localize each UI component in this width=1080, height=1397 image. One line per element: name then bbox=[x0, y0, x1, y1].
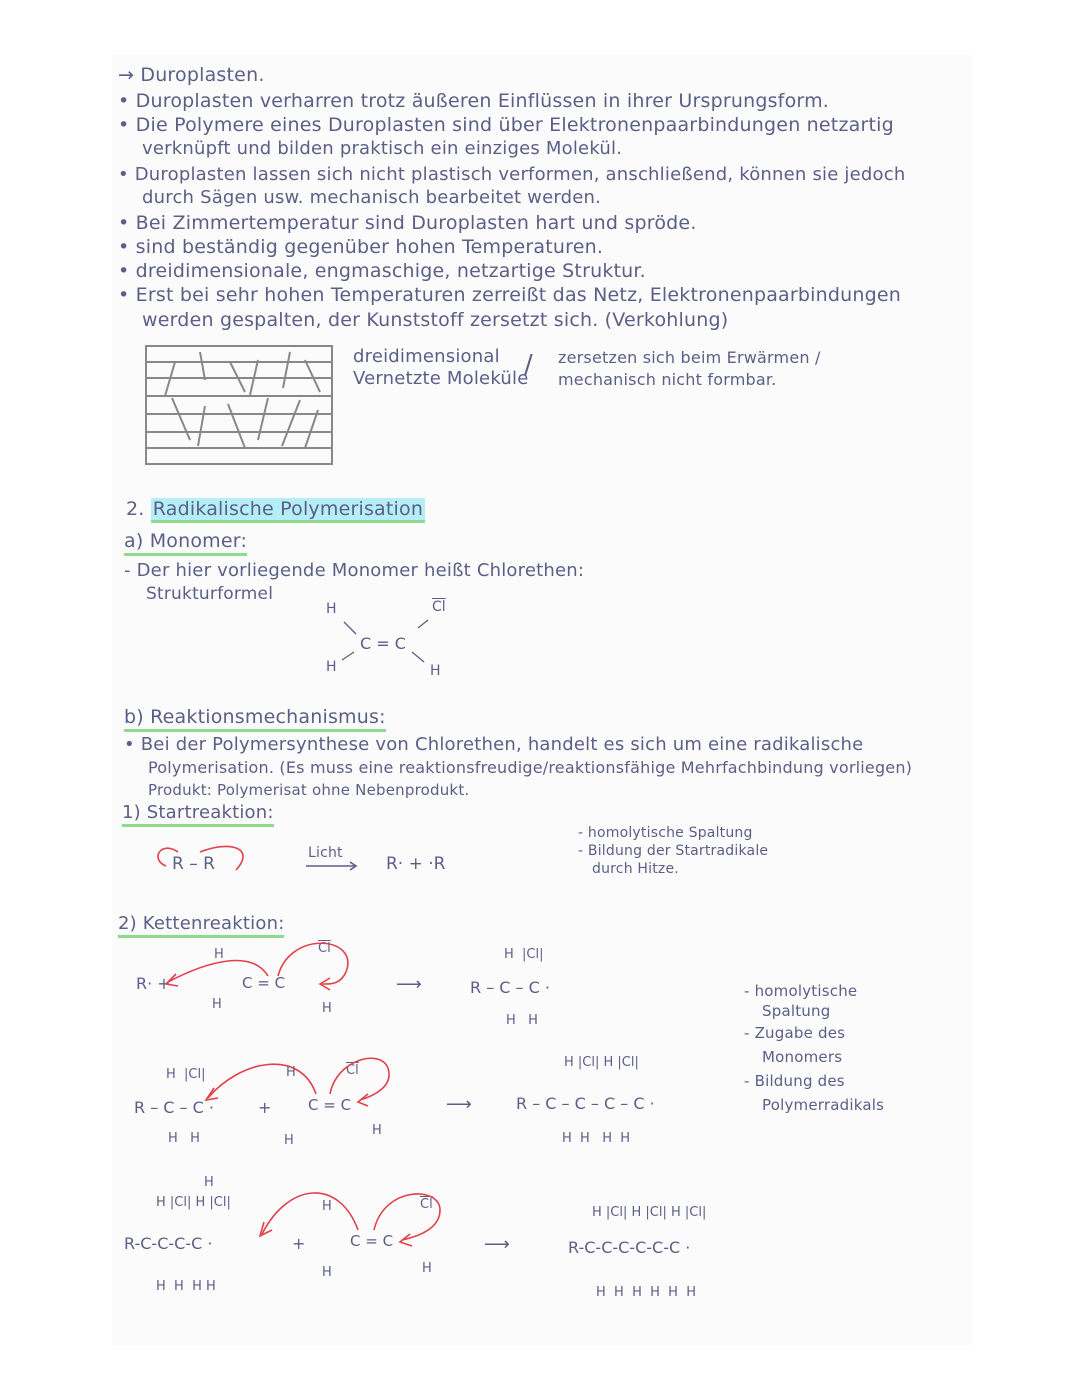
bullet-7: • Erst bei sehr hohen Temperaturen zerreißt das Netz, Elektronenpaarbindungen bbox=[118, 284, 902, 306]
bullet-4: • Bei Zimmertemperatur sind Duroplasten hart und spröde. bbox=[118, 212, 697, 234]
atom-H: H bbox=[286, 1065, 296, 1080]
mechanism-line-1: • Bei der Polymersynthese von Chlorethen, handelt es sich um eine radikalische bbox=[124, 734, 864, 755]
reactant-3-extra-H: H bbox=[204, 1175, 214, 1190]
atom-H: H bbox=[284, 1133, 294, 1148]
product-1-chain: R – C – C · bbox=[470, 978, 550, 997]
monomer-label bbox=[124, 532, 247, 551]
mechanism-label bbox=[124, 708, 386, 727]
startreaktion-label bbox=[122, 804, 274, 822]
reaction-arrow: ⟶ bbox=[484, 1234, 510, 1255]
bullet-text: dreidimensionale, engmaschige, netzartige Struktur. bbox=[135, 260, 646, 282]
ketten-note-3: - Zugabe des bbox=[744, 1024, 846, 1042]
start-note-2: - Bildung der Startradikale bbox=[578, 843, 769, 859]
reactant-2-top: H |Cl| bbox=[166, 1067, 206, 1082]
kettenreaktion-label bbox=[118, 915, 284, 933]
diagram-caption-right-2: mechanisch nicht formbar. bbox=[558, 370, 777, 389]
startreaktion-label-text: 1) Startreaktion: bbox=[122, 802, 274, 827]
plus: + bbox=[258, 1098, 272, 1117]
atom-H: H bbox=[322, 1199, 332, 1214]
bullet-text: Duroplasten verharren trotz äußeren Einflüssen in ihrer Ursprungsform. bbox=[135, 90, 830, 112]
product-2-chain: R – C – C – C – C · bbox=[516, 1094, 655, 1113]
atom-Cl: $\overline{Cl}$ bbox=[432, 599, 446, 615]
ketten-note-1: - homolytische bbox=[744, 982, 858, 1000]
plus: + bbox=[292, 1234, 306, 1253]
strukturformel-label: Strukturformel bbox=[146, 584, 274, 604]
double-bond-CC: C = C bbox=[360, 634, 406, 653]
start-arrow-label: Licht bbox=[308, 845, 343, 861]
double-bond-CC: C = C bbox=[350, 1232, 394, 1250]
atom-H: H bbox=[422, 1261, 432, 1276]
bullet-text: Die Polymere eines Duroplasten sind über Elektronenpaarbindungen netzartig bbox=[135, 114, 894, 136]
start-eq-left: R – R bbox=[172, 854, 215, 874]
reactant-3-chain: R-C-C-C-C · bbox=[124, 1234, 213, 1253]
monomer-text: - Der hier vorliegende Monomer heißt Chlorethen: bbox=[124, 560, 585, 581]
product-3-top: H |Cl| H |Cl| H |Cl| bbox=[592, 1205, 707, 1220]
atom-H: H bbox=[326, 601, 337, 617]
atom-Cl: $\overline{Cl}$ bbox=[346, 1063, 359, 1078]
monomer-text-span: Der hier vorliegende Monomer heißt Chlorethen: bbox=[136, 560, 585, 581]
double-bond-CC: C = C bbox=[308, 1096, 352, 1114]
atom-H: H bbox=[214, 947, 224, 962]
start-eq-right: R· + ·R bbox=[386, 854, 446, 874]
diagram-caption-right-1: zersetzen sich beim Erwärmen / bbox=[558, 348, 821, 367]
mechanism-line-text: Bei der Polymersynthese von Chlorethen, handelt es sich um eine radikalische bbox=[140, 734, 864, 755]
bullet-3-cont: durch Sägen usw. mechanisch bearbeitet werden. bbox=[142, 187, 602, 208]
product-3-bottom: H H H H H H bbox=[596, 1285, 696, 1300]
reaction-arrow: ⟶ bbox=[396, 974, 422, 995]
diagram-caption-slash: / bbox=[524, 350, 533, 380]
atom-H: H bbox=[322, 1001, 332, 1016]
diagram-caption-left-2: Vernetzte Moleküle bbox=[353, 368, 529, 389]
product-2-top: H |Cl| H |Cl| bbox=[564, 1055, 639, 1070]
atom-H: H bbox=[322, 1265, 332, 1280]
reactant-3-top: H |Cl| H |Cl| bbox=[156, 1195, 231, 1210]
atom-Cl: $\overline{Cl}$ bbox=[420, 1197, 433, 1212]
double-bond-CC: C = C bbox=[242, 974, 286, 992]
section-2-heading bbox=[126, 500, 425, 519]
section-title: Radikalische Polymerisation bbox=[151, 498, 425, 523]
atom-Cl: $\overline{Cl}$ bbox=[318, 941, 331, 956]
bullet-1: • Duroplasten verharren trotz äußeren Einflüssen in ihrer Ursprungsform. bbox=[118, 90, 830, 112]
product-1-top: H |Cl| bbox=[504, 947, 544, 962]
radical-R: R· + bbox=[136, 974, 171, 993]
bullet-text: Bei Zimmertemperatur sind Duroplasten hart und spröde. bbox=[135, 212, 697, 234]
product-2-bottom: H H H H bbox=[562, 1131, 631, 1146]
atom-H: H bbox=[212, 997, 222, 1012]
start-note-1: - homolytische Spaltung bbox=[578, 825, 753, 841]
diagram-caption-left-1: dreidimensional bbox=[353, 346, 500, 367]
bullet-text: Erst bei sehr hohen Temperaturen zerreißt das Netz, Elektronenpaarbindungen bbox=[135, 284, 902, 306]
bullet-text: sind beständig gegenüber hohen Temperaturen. bbox=[135, 236, 604, 258]
section-number: 2. bbox=[126, 498, 145, 520]
kettenreaktion-label-text: 2) Kettenreaktion: bbox=[118, 913, 284, 938]
atom-H: H bbox=[326, 659, 337, 675]
reactant-2-chain: R – C – C · bbox=[134, 1098, 214, 1117]
reactant-3-bottom: H H H H bbox=[156, 1279, 216, 1294]
bullet-2-cont: verknüpft und bilden praktisch ein einziges Molekül. bbox=[142, 138, 623, 159]
reactant-2-bottom: H H bbox=[168, 1131, 200, 1146]
bullet-text: Duroplasten lassen sich nicht plastisch verformen, anschließend, können sie jedoch bbox=[134, 164, 906, 185]
product-3-chain: R-C-C-C-C-C-C · bbox=[568, 1238, 691, 1257]
bullet-6: • dreidimensionale, engmaschige, netzartige Struktur. bbox=[118, 260, 646, 282]
atom-H: H bbox=[372, 1123, 382, 1138]
product-1-bottom: H H bbox=[506, 1013, 538, 1028]
atom-H: H bbox=[430, 663, 441, 679]
ketten-note-4: Monomers bbox=[762, 1048, 843, 1066]
bullet-5: • sind beständig gegenüber hohen Temperaturen. bbox=[118, 236, 604, 258]
mechanism-line-3: Produkt: Polymerisat ohne Nebenprodukt. bbox=[148, 781, 470, 799]
start-note-3: durch Hitze. bbox=[592, 861, 679, 877]
ketten-note-5: - Bildung des bbox=[744, 1072, 845, 1090]
bullet-7-cont: werden gespalten, der Kunststoff zersetzt sich. (Verkohlung) bbox=[142, 309, 729, 331]
bullet-3: • Duroplasten lassen sich nicht plastisch verformen, anschließend, können sie jedoch bbox=[118, 164, 906, 185]
ketten-note-6: Polymerradikals bbox=[762, 1096, 885, 1114]
reaction-arrow: ⟶ bbox=[446, 1094, 472, 1115]
monomer-label-text: a) Monomer: bbox=[124, 530, 247, 556]
mechanism-line-2: Polymerisation. (Es muss eine reaktionsfreudige/reaktionsfähige Mehrfachbindung vorliegen) bbox=[148, 758, 913, 777]
mechanism-label-text: b) Reaktionsmechanismus: bbox=[124, 706, 386, 732]
bullet-2: • Die Polymere eines Duroplasten sind über Elektronenpaarbindungen netzartig bbox=[118, 114, 894, 136]
duroplasten-heading: → Duroplasten. bbox=[118, 64, 265, 86]
ketten-note-2: Spaltung bbox=[762, 1002, 831, 1020]
